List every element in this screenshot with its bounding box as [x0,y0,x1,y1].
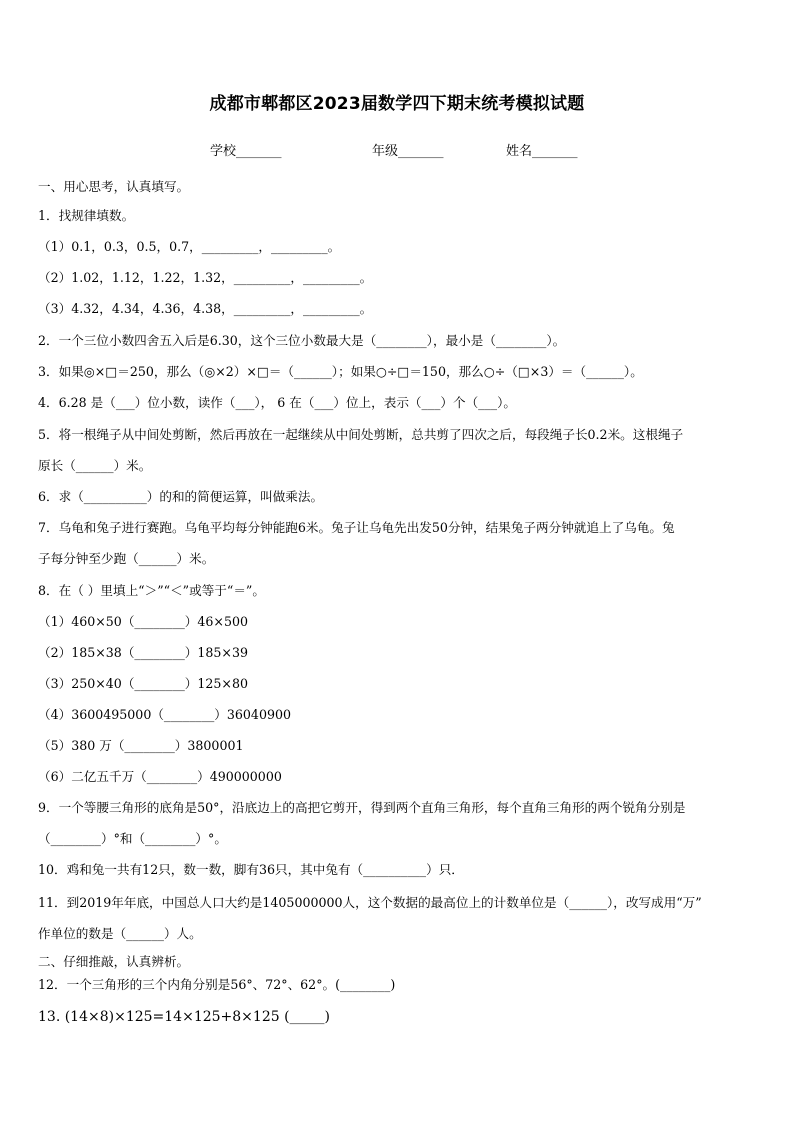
question-5-continued: 原长（______）米。 [38,458,152,473]
section-heading-fill-in: 一、用心思考，认真填写。 [38,179,190,194]
question-10: 10．鸡和兔一共有12只，数一数，脚有36只，其中兔有（__________）只． [38,862,464,877]
question-8-part-1: （1）460×50（________）46×500 [38,614,248,629]
question-1-part-3: （3）4.32，4.34，4.36，4.38，_________，_________。 [38,301,373,316]
grade-field: 年级_______ [372,144,444,159]
question-8-part-3: （3）250×40（________）125×80 [38,676,248,691]
question-6: 6．求（__________）的和的简便运算，叫做乘法。 [38,489,324,504]
question-3: 3．如果◎×□＝250，那么（◎×2）×□＝（______）；如果○÷□＝150，那么○÷（□×3）＝（______）。 [38,364,643,379]
question-8-part-4: （4）3600495000（________）36040900 [38,707,291,722]
question-9-continued: （________）°和（________）°。 [38,831,227,846]
question-1-part-1: （1）0.1，0.3，0.5，0.7，_________，_________。 [38,239,341,254]
school-field: 学校_______ [210,144,282,159]
question-4: 4．6.28 是（___）位小数，读作（___）， 6 在（___）位上，表示（___）个（___）。 [38,395,516,410]
question-8-part-2: （2）185×38（________）185×39 [38,645,248,660]
page-title: 成都市郫都区2023届数学四下期末统考模拟试题 [209,94,585,114]
question-9: 9．一个等腰三角形的底角是50°，沿底边上的高把它剪开，得到两个直角三角形，每个直角三角形的两个锐角分别是 [38,800,686,815]
question-12: 12．一个三角形的三个内角分别是56°、72°、62°。(________) [38,977,396,992]
question-7: 7．乌龟和兔子进行赛跑。乌龟平均每分钟能跑6米。兔子让乌龟先出发50分钟，结果兔子两分钟就追上了乌龟。兔 [38,520,675,535]
name-field: 姓名_______ [506,144,578,159]
question-2: 2．一个三位小数四舍五入后是6.30，这个三位小数最大是（________），最小是（________）。 [38,333,566,348]
section-heading-judge: 二、仔细推敲，认真辨析。 [38,954,190,969]
question-8-part-6: （6）二亿五千万（________）490000000 [38,769,282,784]
question-1: 1．找规律填数。 [38,208,135,223]
question-7-continued: 子每分钟至少跑（______）米。 [38,551,215,566]
question-13: 13. (14×8)×125=14×125+8×125 (_____) [38,1009,331,1025]
question-11: 11．到2019年年底，中国总人口大约是1405000000人，这个数据的最高位上的计数单位是（______），改写成用“万” [38,895,702,910]
question-8-part-5: （5）380 万（________）3800001 [38,738,244,753]
question-8: 8．在（ ）里填上“＞”“＜”或等于“＝”。 [38,583,265,598]
question-1-part-2: （2）1.02，1.12，1.22，1.32，_________，_________。 [38,270,373,285]
question-5: 5．将一根绳子从中间处剪断，然后再放在一起继续从中间处剪断，总共剪了四次之后，每段绳子长0.2米。这根绳子 [38,427,684,442]
question-11-continued: 作单位的数是（______）人。 [38,926,202,941]
